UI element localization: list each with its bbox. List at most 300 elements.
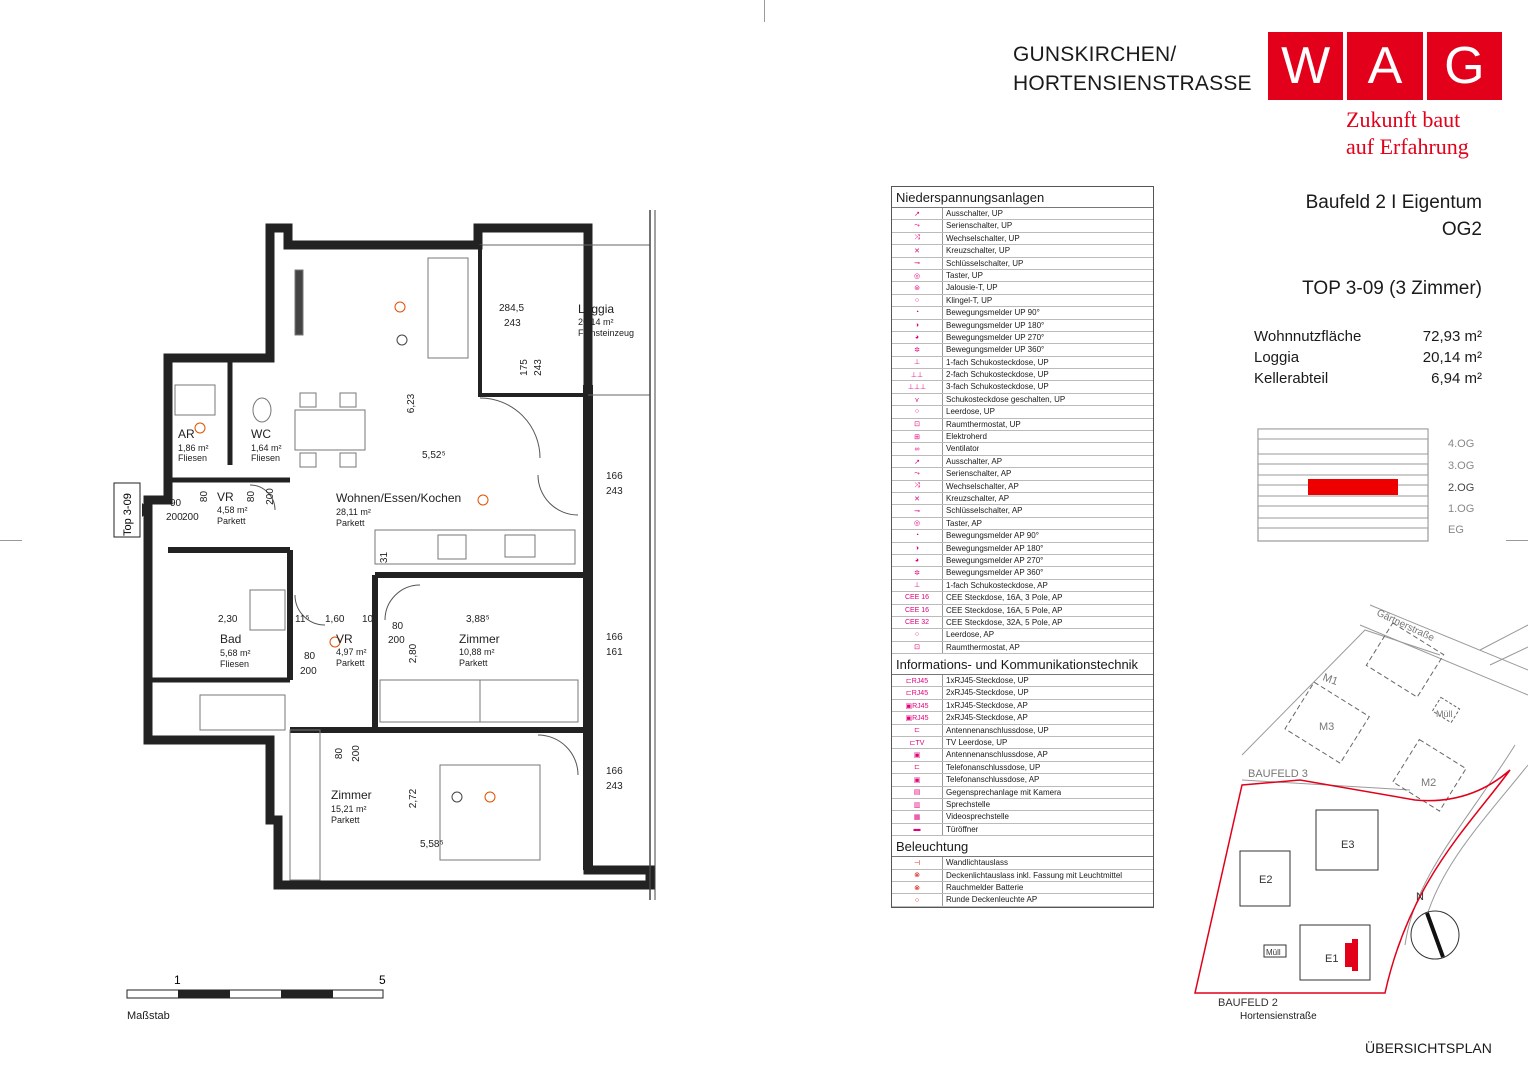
legend-label: Bewegungsmelder UP 90° (946, 308, 1040, 318)
legend-row (892, 505, 1153, 517)
legend-symbol-icon: ⊸ (892, 505, 943, 516)
legend-symbol-icon: ▥ (892, 799, 943, 810)
legend-row (892, 737, 1153, 749)
room-name: AR (178, 427, 195, 441)
room-area: 4,97 m² (336, 647, 367, 657)
project-title-line1: GUNSKIRCHEN/ (1013, 43, 1177, 66)
legend-label: Raumthermostat, UP (946, 419, 1021, 429)
dimension: 11⁵ (295, 614, 310, 625)
sofa (428, 258, 468, 358)
legend-symbol-icon: ⊗ (892, 870, 943, 881)
legend-symbol-icon: ⋎ (892, 394, 943, 405)
legend-label: Bewegungsmelder UP 360° (946, 345, 1045, 355)
legend-symbol-icon: ✕ (892, 493, 943, 504)
legend-label: Runde Deckenleuchte AP (946, 895, 1038, 905)
legend-label: Türöffner (946, 824, 979, 834)
dimension: 80 (392, 621, 404, 632)
project-title (1013, 40, 1252, 98)
room-area: 1,64 m² (251, 443, 282, 453)
door-swing (538, 735, 578, 775)
legend-label: 2xRJ45-Steckdose, UP (946, 688, 1029, 698)
room-area: 5,68 m² (220, 648, 251, 658)
legend-label: Schukosteckdose geschalten, UP (946, 394, 1066, 404)
scale-caption: Maßstab (127, 1010, 170, 1022)
legend-symbol-icon: ⊞ (892, 431, 943, 442)
legend-symbol-icon: ◑ (892, 320, 943, 331)
legend-symbol-icon: ○ (892, 406, 943, 417)
legend-symbol-icon: ○ (892, 295, 943, 306)
room-area: 4,58 m² (217, 505, 248, 515)
site-label-e1: E1 (1325, 953, 1339, 965)
room-floor: Fliesen (251, 453, 281, 463)
dimension: 2,72 (408, 788, 420, 809)
legend-symbol-icon: CEE 16 (892, 605, 943, 616)
legend-label: CEE Steckdose, 32A, 5 Pole, AP (946, 617, 1063, 627)
legend-label: Ausschalter, UP (946, 209, 1003, 218)
legend-symbol-icon: ∞ (892, 443, 943, 454)
site-label-m3: M3 (1319, 721, 1335, 733)
legend-symbol-icon: ⊏RJ45 (892, 687, 943, 698)
legend-label: Deckenlichtauslass inkl. Fassung mit Leuchtmittel (946, 870, 1123, 880)
area-label: Kellerabteil (1254, 370, 1329, 387)
area-row (1254, 347, 1482, 368)
room-name: Loggia (578, 302, 615, 316)
scale-bar-segment (281, 990, 333, 998)
legend-symbol-icon: ○ (892, 894, 943, 905)
door-swing (480, 398, 540, 458)
legend-symbol-icon: ⊣ (892, 857, 943, 868)
legend-symbol-icon: ✲ (892, 344, 943, 355)
legend-row (892, 857, 1153, 869)
legend-label: Schlüsselschalter, AP (946, 506, 1023, 516)
legend-label: Leerdose, UP (946, 407, 995, 417)
room-name: Zimmer (331, 788, 372, 802)
smoke-detector-icon (397, 335, 407, 345)
legend-symbol-icon: ⊏ (892, 725, 943, 736)
room-name: VR (217, 490, 234, 504)
doors (250, 398, 578, 775)
unit-field: Baufeld 2 I Eigentum (1305, 192, 1482, 213)
logo-letter-g: G (1423, 32, 1502, 100)
legend-row (892, 774, 1153, 786)
area-value: 6,94 m² (1431, 370, 1482, 387)
legend-row (892, 749, 1153, 761)
legend-symbol-icon: ⊡ (892, 419, 943, 430)
smoke-detector-icon (452, 792, 462, 802)
legend-symbol-icon: ⊥⊥ (892, 369, 943, 380)
floor-label: 2.OG (1448, 482, 1475, 494)
room-floor: Parkett (217, 516, 246, 526)
logo-letter-w: W (1281, 37, 1331, 95)
slogan-line1: Zukunft baut (1346, 107, 1461, 132)
legend-label: Serienschalter, AP (946, 469, 1012, 479)
legend-symbol-icon: ◑ (892, 543, 943, 554)
unit-floor: OG2 (1441, 219, 1482, 240)
door-swing (538, 475, 578, 515)
site-boundary (1242, 630, 1440, 755)
legend-label: Raumthermostat, AP (946, 642, 1020, 652)
legend-symbol-icon: CEE 16 (892, 592, 943, 603)
legend-row (892, 406, 1153, 418)
legend-symbol-icon: ◎ (892, 518, 943, 529)
dimension: 200 (264, 488, 276, 505)
kitchen-counter (375, 530, 575, 564)
unit-location-marker (1345, 939, 1358, 971)
floor-label: EG (1448, 524, 1464, 536)
legend-row (892, 481, 1153, 493)
area-row (1254, 326, 1482, 347)
unit-floor-highlight (1308, 479, 1398, 495)
legend-row (892, 295, 1153, 307)
wardrobe (480, 680, 578, 722)
legend-label: 2xRJ45-Steckdose, AP (946, 713, 1028, 723)
legend-row (892, 687, 1153, 699)
floor-slab (1258, 429, 1428, 439)
floor-label: 4.OG (1448, 438, 1475, 450)
dimension: 200 (350, 745, 362, 762)
legend-label: Taster, AP (946, 518, 983, 528)
legend-row (892, 245, 1153, 257)
site-plan-caption: ÜBERSICHTSPLAN (1365, 1040, 1492, 1056)
legend-label: Serienschalter, UP (946, 221, 1013, 231)
legend-symbol-icon: ↗ (892, 208, 943, 219)
entry-label: Top 3-09 (122, 493, 134, 536)
legend-symbol-icon: ▣ (892, 749, 943, 760)
dimension: 80 (199, 490, 211, 503)
room-floor: Fliesen (220, 659, 250, 669)
floor-slab (1258, 454, 1428, 464)
legend-label: Bewegungsmelder AP 90° (946, 531, 1039, 541)
legend-symbol-icon: ⊥ (892, 357, 943, 368)
site-label-e2: E2 (1259, 874, 1273, 886)
legend-row (892, 762, 1153, 774)
legend-section-title: Informations- und Kommunikationstechnik (892, 654, 1153, 675)
legend-label: Wechselschalter, UP (946, 233, 1020, 243)
dimension: 243 (504, 318, 521, 329)
dimension: 161 (606, 647, 623, 658)
legend-symbol-icon: ◔ (892, 530, 943, 541)
scale-bar-segment (178, 990, 230, 998)
room-floor: Fliesen (178, 453, 208, 463)
legend-symbol-icon: ◔ (892, 307, 943, 318)
area-table (1254, 326, 1482, 389)
room-floor: Feinsteinzeug (578, 328, 635, 338)
scale-label-right: 5 (379, 973, 386, 987)
legend-row (892, 543, 1153, 555)
dimension: 31 (379, 551, 391, 564)
legend-label: Telefonanschlussdose, AP (946, 775, 1040, 785)
electrical-legend (891, 186, 1154, 908)
legend-row (892, 431, 1153, 443)
legend-symbol-icon: ◕ (892, 555, 943, 566)
legend-label: Elektroherd (946, 432, 987, 442)
legend-label: CEE Steckdose, 16A, 5 Pole, AP (946, 605, 1063, 615)
street-edge (1480, 625, 1528, 650)
dimension: 243 (606, 781, 623, 792)
site-label-baufeld-2: BAUFELD 2 (1218, 997, 1278, 1009)
legend-label: CEE Steckdose, 16A, 3 Pole, AP (946, 593, 1063, 603)
legend-label: Bewegungsmelder UP 180° (946, 320, 1045, 330)
scale-label-left: 1 (174, 973, 181, 987)
legend-label: Antennenanschlussdose, AP (946, 750, 1048, 760)
area-label: Wohnnutzfläche (1254, 328, 1362, 345)
legend-row (892, 605, 1153, 617)
room-floor: Parkett (331, 815, 360, 825)
legend-row (892, 824, 1153, 836)
wardrobe (380, 680, 480, 722)
dimension: 5,52⁵ (422, 450, 446, 461)
legend-symbol-icon: ◕ (892, 332, 943, 343)
room-name: Zimmer (459, 632, 500, 646)
double-bed (440, 765, 540, 860)
legend-label: 2-fach Schukosteckdose, UP (946, 370, 1049, 380)
legend-symbol-icon: ⊏RJ45 (892, 675, 943, 686)
legend-row (892, 320, 1153, 332)
legend-label: Leerdose, AP (946, 630, 995, 640)
dimension: 10 (362, 614, 374, 625)
dimension: 6,23 (406, 393, 418, 414)
legend-row (892, 357, 1153, 369)
legend-row (892, 811, 1153, 823)
legend-row (892, 894, 1153, 906)
legend-label: Sprechstelle (946, 799, 991, 809)
legend-section-title: Niederspannungsanlagen (892, 187, 1153, 208)
legend-label: Rauchmelder Batterie (946, 882, 1024, 892)
room-floor: Parkett (336, 518, 365, 528)
legend-symbol-icon: ⊏TV (892, 737, 943, 748)
legend-label: Schlüsselschalter, UP (946, 258, 1024, 268)
legend-row (892, 233, 1153, 245)
legend-symbol-icon: ⊡ (892, 642, 943, 653)
legend-symbol-icon: ▣RJ45 (892, 712, 943, 723)
legend-row (892, 344, 1153, 356)
site-label-muell: Müll (1436, 709, 1453, 719)
legend-label: Bewegungsmelder AP 270° (946, 555, 1044, 565)
legend-row (892, 567, 1153, 579)
legend-symbol-icon: ⤳ (892, 468, 943, 479)
legend-symbol-icon: ▬ (892, 824, 943, 835)
legend-row (892, 675, 1153, 687)
room-name: Wohnen/Essen/Kochen (336, 491, 462, 505)
dimension: 175 (518, 359, 530, 376)
legend-row (892, 208, 1153, 220)
legend-row (892, 617, 1153, 629)
dimension: 166 (606, 632, 623, 643)
brand-slogan (1346, 106, 1469, 160)
chair (300, 453, 316, 467)
room-name: WC (251, 427, 271, 441)
legend-label: 1-fach Schukosteckdose, UP (946, 357, 1049, 367)
legend-symbol-icon: ⊜ (892, 282, 943, 293)
area-label: Loggia (1254, 349, 1300, 366)
legend-symbol-icon: ⊏ (892, 762, 943, 773)
dimension: 166 (606, 471, 623, 482)
room-name: VR (336, 632, 353, 646)
area-row (1254, 368, 1482, 389)
legend-symbol-icon: CEE 32 (892, 617, 943, 628)
project-title-line2: HORTENSIENSTRASSE (1013, 72, 1252, 95)
legend-label: Jalousie-T, UP (946, 283, 998, 293)
legend-label: 1-fach Schukosteckdose, AP (946, 580, 1048, 590)
legend-row (892, 518, 1153, 530)
legend-label: Videosprechstelle (946, 812, 1010, 822)
legend-row (892, 419, 1153, 431)
floor-stack (1250, 425, 1500, 545)
dimension: 80 (304, 651, 316, 662)
ceiling-light-icon (195, 423, 205, 433)
dimension: 200 (300, 666, 317, 677)
ceiling-light-icon (485, 792, 495, 802)
dimension: 2,80 (408, 643, 420, 664)
shower (250, 590, 285, 630)
legend-row (892, 530, 1153, 542)
scale-bar (120, 970, 400, 1010)
dimension: 200 (182, 512, 199, 523)
toilet (253, 398, 271, 422)
dimension: 80 (246, 490, 258, 503)
legend-row (892, 787, 1153, 799)
bathtub (200, 695, 285, 730)
dimension: 200 (166, 512, 183, 523)
wardrobe (290, 730, 320, 880)
legend-section-title: Beleuchtung (892, 836, 1153, 857)
floor-slab (1258, 518, 1428, 528)
ceiling-light-icon (395, 302, 405, 312)
site-label-muell: Müll (1266, 948, 1281, 957)
legend-label: Taster, UP (946, 270, 983, 280)
legend-label: Ventilator (946, 444, 980, 454)
legend-symbol-icon: ⊥⊥⊥ (892, 381, 943, 392)
crop-mark (1506, 540, 1528, 541)
furniture (175, 258, 578, 880)
dimension: 200 (388, 635, 405, 646)
legend-label: Bewegungsmelder AP 180° (946, 543, 1044, 553)
legend-row (892, 443, 1153, 455)
dimension: 166 (606, 766, 623, 777)
legend-label: Wandlichtauslass (946, 858, 1008, 868)
scale-bar-frame (127, 990, 383, 998)
legend-row (892, 270, 1153, 282)
legend-symbol-icon: ▤ (892, 787, 943, 798)
legend-row (892, 332, 1153, 344)
area-value: 20,14 m² (1422, 349, 1482, 366)
floor-label: 3.OG (1448, 460, 1475, 472)
sink (505, 535, 535, 557)
dimension: 1,60 (325, 614, 345, 625)
legend-symbol-icon: ⤳ (892, 220, 943, 231)
legend-symbol-icon: ↗ (892, 456, 943, 467)
legend-label: Gegensprechanlage mit Kamera (946, 787, 1062, 797)
legend-row (892, 468, 1153, 480)
chair (340, 453, 356, 467)
legend-symbol-icon: ✲ (892, 567, 943, 578)
site-label-e3: E3 (1341, 839, 1355, 851)
dimension: 284,5 (499, 303, 525, 314)
unit-top: TOP 3-09 (3 Zimmer) (1302, 278, 1482, 299)
logo-letter-a: A (1343, 32, 1422, 100)
legend-row (892, 580, 1153, 592)
street-label-bottom: Hortensienstraße (1240, 1011, 1317, 1022)
legend-label: Antennenanschlussdose, UP (946, 725, 1049, 735)
legend-symbol-icon: ▦ (892, 811, 943, 822)
crop-mark (0, 540, 22, 541)
legend-row (892, 725, 1153, 737)
legend-symbol-icon: ⊗ (892, 882, 943, 893)
floor-label: 1.OG (1448, 503, 1475, 515)
legend-row (892, 592, 1153, 604)
legend-symbol-icon: ✕ (892, 245, 943, 256)
dining-table (295, 410, 365, 450)
dimension: 80 (334, 747, 346, 760)
legend-label: Kreuzschalter, UP (946, 246, 1011, 256)
room-area: 1,86 m² (178, 443, 209, 453)
legend-row (892, 456, 1153, 468)
door-swing (385, 585, 420, 620)
legend-row (892, 493, 1153, 505)
wag-logo (1268, 32, 1502, 100)
ceiling-light-icon (478, 495, 488, 505)
legend-label: 1xRJ45-Steckdose, UP (946, 676, 1029, 686)
room-area: 10,88 m² (459, 647, 495, 657)
legend-row (892, 282, 1153, 294)
legend-symbol-icon: ○ (892, 629, 943, 640)
legend-row (892, 700, 1153, 712)
legend-label: Bewegungsmelder UP 270° (946, 332, 1045, 342)
dimension: 3,88⁵ (466, 614, 490, 625)
street-label-top: Gärtnerstraße (1374, 607, 1436, 645)
legend-row (892, 712, 1153, 724)
legend-row (892, 870, 1153, 882)
dimension: 90 (170, 498, 182, 509)
chair (300, 393, 316, 407)
legend-label: Telefonanschlussdose, UP (946, 762, 1041, 772)
site-label-m2: M2 (1421, 777, 1437, 789)
legend-label: Klingel-T, UP (946, 295, 993, 305)
legend-row (892, 369, 1153, 381)
floor-slab (1258, 496, 1428, 506)
dimension: 5,58⁵ (420, 839, 444, 850)
dimension: 243 (532, 359, 544, 376)
legend-row (892, 882, 1153, 894)
room-name: Bad (220, 632, 242, 646)
site-label-m1: M1 (1320, 671, 1340, 689)
room-area: 28,11 m² (336, 507, 371, 517)
legend-row (892, 381, 1153, 393)
legend-symbol-icon: ⤨ (892, 481, 943, 492)
room-floor: Parkett (459, 658, 488, 668)
legend-row (892, 258, 1153, 270)
legend-symbol-icon: ⊥ (892, 580, 943, 591)
legend-label: Kreuzschalter, AP (946, 493, 1010, 503)
unit-header (1230, 189, 1482, 243)
cooktop (438, 535, 466, 559)
legend-row (892, 629, 1153, 641)
slogan-line2: auf Erfahrung (1346, 134, 1469, 159)
legend-symbol-icon: ⤨ (892, 233, 943, 244)
washing-machine (175, 385, 215, 415)
legend-row (892, 799, 1153, 811)
legend-label: TV Leerdose, UP (946, 738, 1008, 748)
north-label: N (1416, 891, 1424, 903)
chair (340, 393, 356, 407)
legend-symbol-icon: ▣RJ45 (892, 700, 943, 711)
area-value: 72,93 m² (1422, 328, 1482, 345)
legend-row (892, 394, 1153, 406)
legend-symbol-icon: ⊸ (892, 258, 943, 269)
legend-label: Wechselschalter, AP (946, 481, 1019, 491)
legend-symbol-icon: ▣ (892, 774, 943, 785)
site-label-baufeld-3: BAUFELD 3 (1248, 768, 1308, 780)
